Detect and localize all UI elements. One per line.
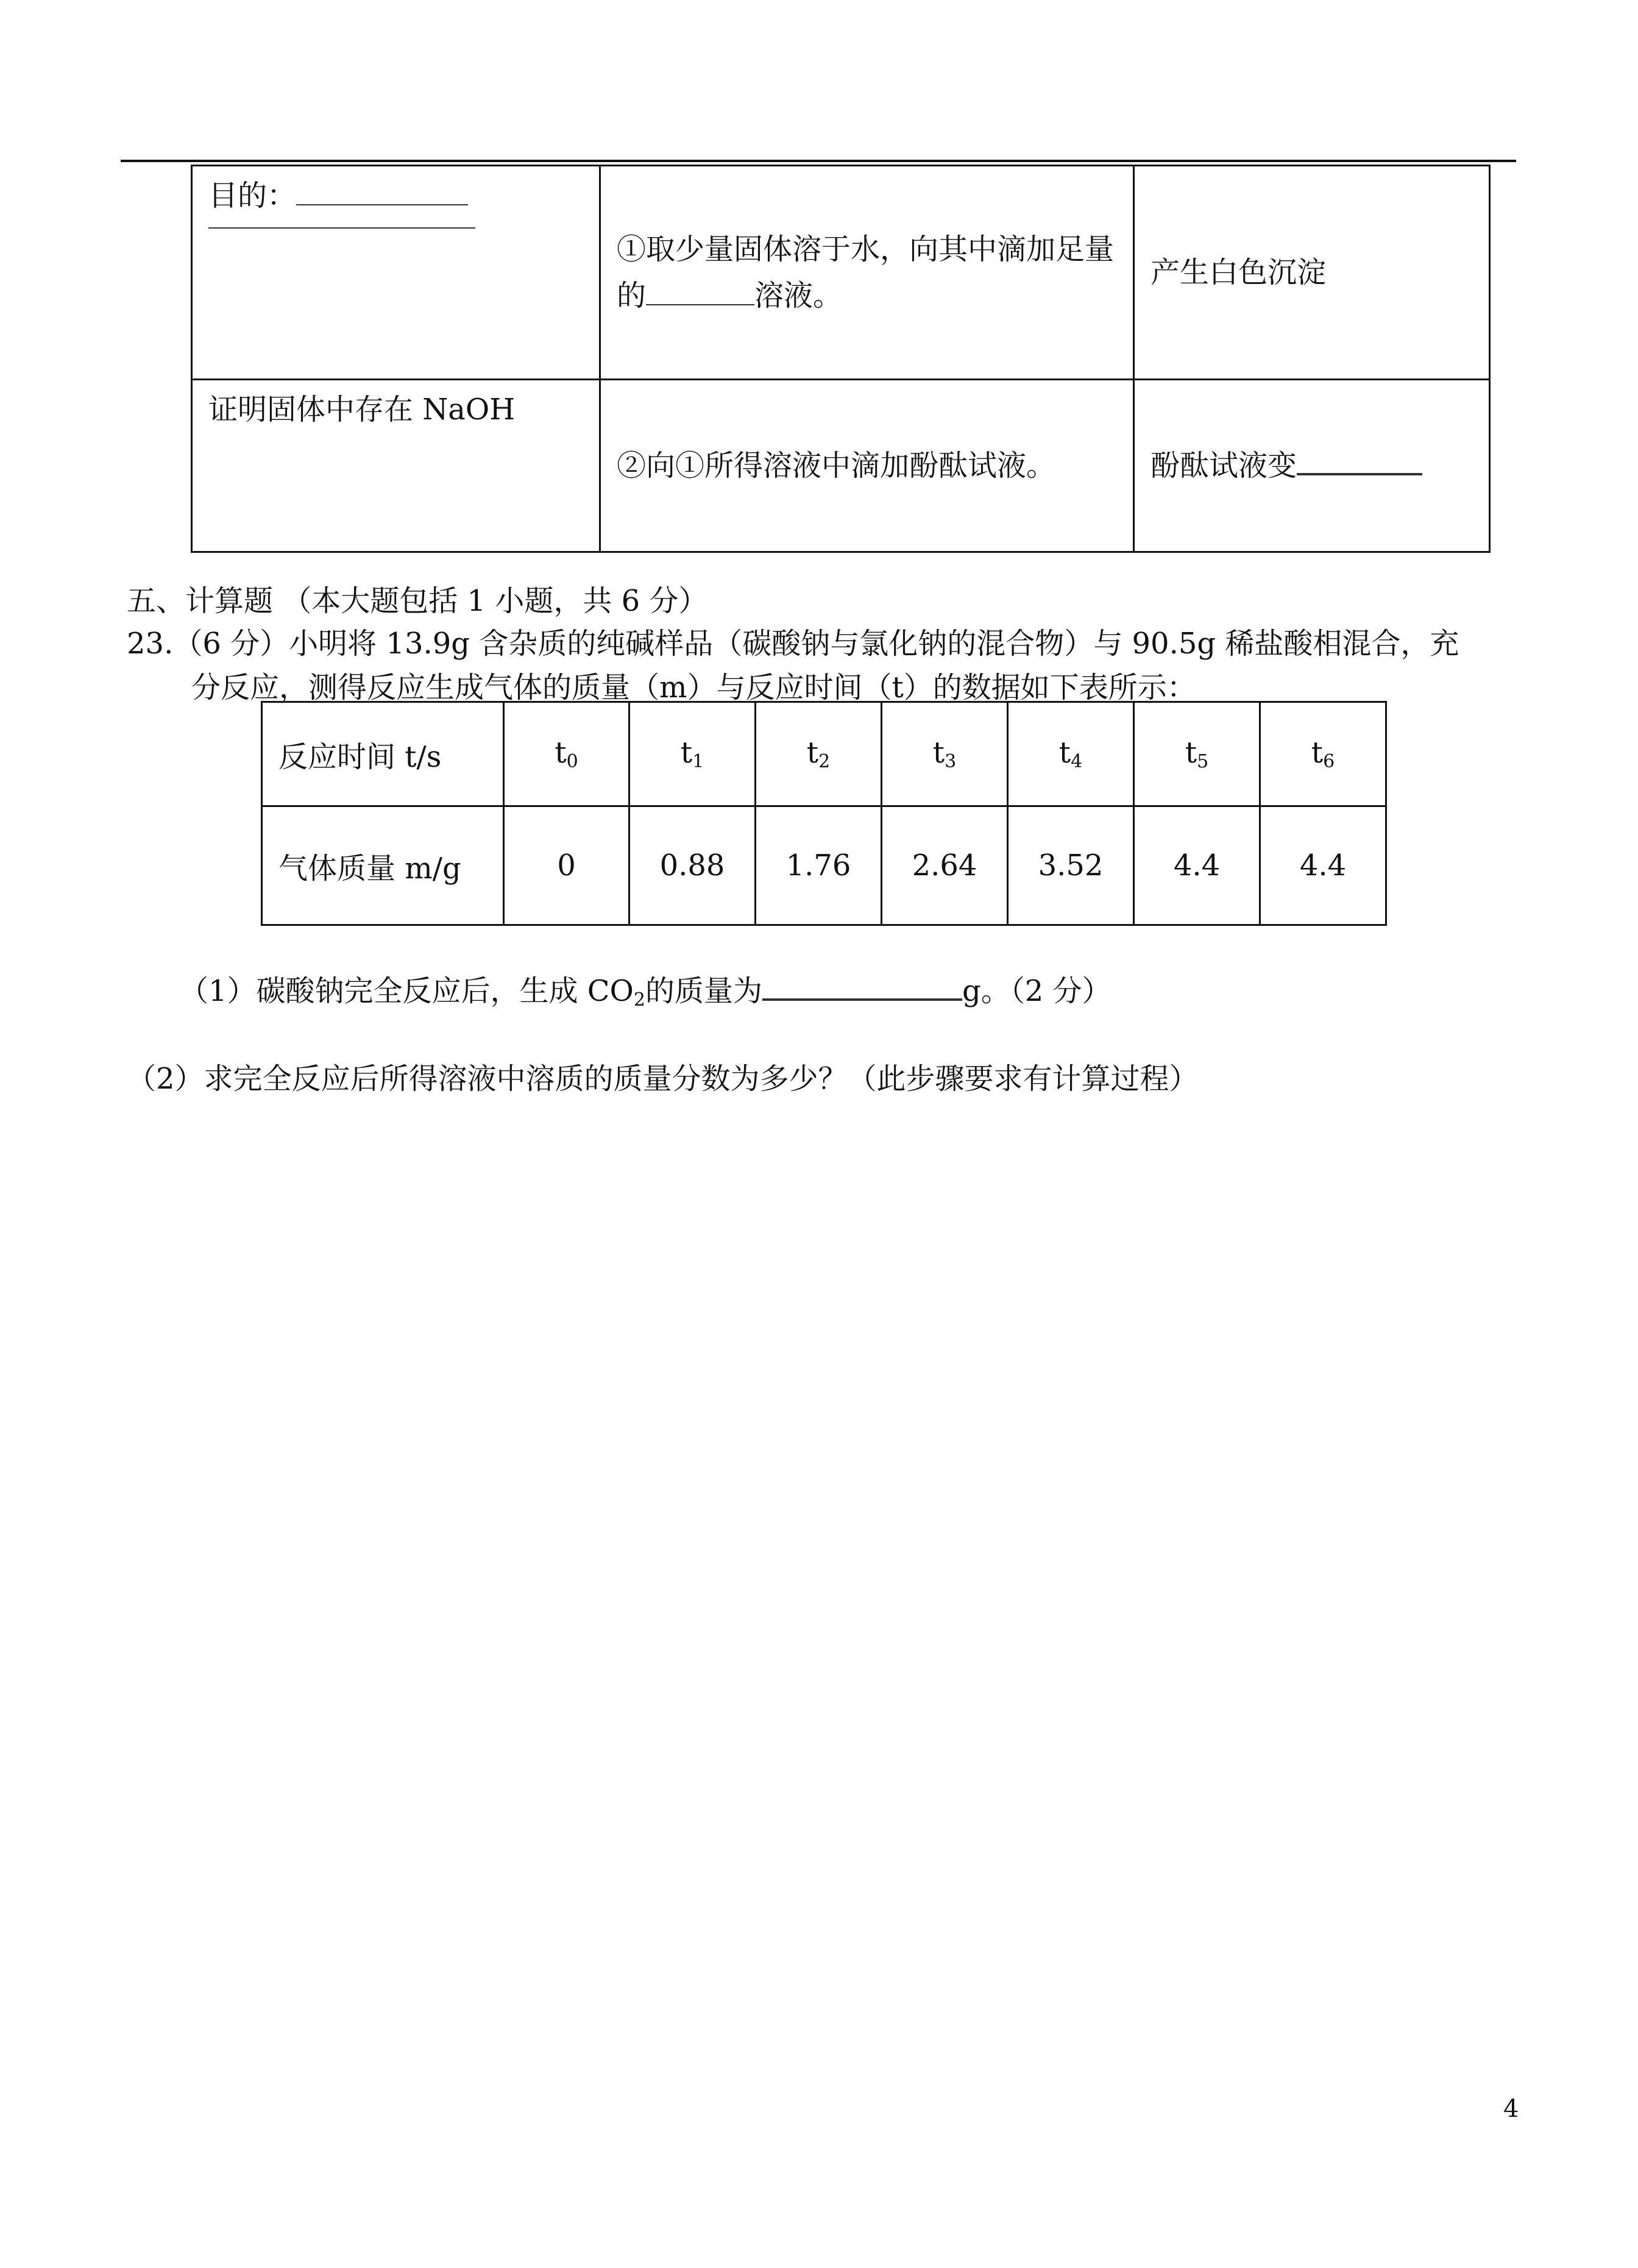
purpose-blank-line <box>208 227 475 229</box>
mass-cell: 3.52 <box>1008 806 1134 925</box>
mass-cell: 2.64 <box>882 806 1008 925</box>
time-cell: $t_2$ <box>756 702 882 806</box>
mass-cell: 4.4 <box>1134 806 1260 925</box>
mass-row <box>262 806 1386 925</box>
subquestion-2: （2）求完全反应后所得溶液中溶质的质量分数为多少？（此步骤要求有计算过程） <box>127 1062 1199 1096</box>
time-cell: $t_0$ <box>504 702 629 806</box>
header-rule <box>121 160 1516 162</box>
operation-cell <box>600 166 1134 380</box>
experiment-row <box>192 166 1490 380</box>
mass-header: 气体质量 m/g <box>262 806 504 925</box>
mass-cell: 4.4 <box>1260 806 1386 925</box>
phenomenon-cell <box>1134 380 1490 552</box>
time-cell: $t_6$ <box>1260 702 1386 806</box>
purpose-blank <box>296 204 468 205</box>
operation-cell <box>600 380 1134 552</box>
answer-blank <box>762 998 962 1001</box>
subquestion-1 <box>179 968 1112 1023</box>
operation-text: ①取少量固体溶于水，向其中滴加足量的 <box>617 232 1115 313</box>
experiment-row <box>192 380 1490 552</box>
time-row <box>262 702 1386 806</box>
time-cell: $t_3$ <box>882 702 1008 806</box>
page-number: 4 <box>1503 2095 1519 2123</box>
operation-text: ②向①所得溶液中滴加酚酞试液。 <box>617 449 1056 483</box>
time-cell: $t_5$ <box>1134 702 1260 806</box>
purpose-label: 目的： <box>208 179 297 213</box>
purpose-cell <box>192 380 600 552</box>
time-header: 反应时间 t/s <box>262 702 504 806</box>
experiment-table <box>191 165 1491 553</box>
mass-cell: 0 <box>504 806 629 925</box>
purpose-text: 证明固体中存在 NaOH <box>208 393 516 427</box>
question-text-1: （6 分）小明将 13.9g 含杂质的纯碱样品（碳酸钠与氯化钠的混合物）与 90.5g 稀盐酸相混合，充 <box>173 627 1459 661</box>
mass-cell: 0.88 <box>629 806 756 925</box>
data-table <box>261 701 1387 926</box>
purpose-cell <box>192 166 600 380</box>
time-cell: $t_4$ <box>1008 702 1134 806</box>
phenomenon-text: 酚酞试液变 <box>1150 449 1297 483</box>
subquestion-1-middle: 的质量为 <box>645 974 762 1008</box>
section-heading: 五、计算题 （本大题包括 1 小题，共 6 分） <box>127 584 708 618</box>
operation-suffix: 溶液。 <box>754 279 843 313</box>
subquestion-1-suffix: g。（2 分） <box>962 974 1112 1008</box>
phenomenon-text: 产生白色沉淀 <box>1150 255 1327 290</box>
co2-subscript: 2 <box>633 989 645 1011</box>
color-blank <box>1297 473 1422 475</box>
question-line-2: 分反应，测得反应生成气体的质量（m）与反应时间（t）的数据如下表所示： <box>191 670 1196 705</box>
reagent-blank <box>646 304 754 305</box>
subquestion-1-prefix: （1）碳酸钠完全反应后，生成 CO <box>179 974 634 1008</box>
question-line-1 <box>127 622 1522 666</box>
question-23 <box>127 622 1522 709</box>
time-cell: $t_1$ <box>629 702 756 806</box>
phenomenon-cell <box>1134 166 1490 380</box>
question-number: 23. <box>127 627 174 661</box>
mass-cell: 1.76 <box>756 806 882 925</box>
